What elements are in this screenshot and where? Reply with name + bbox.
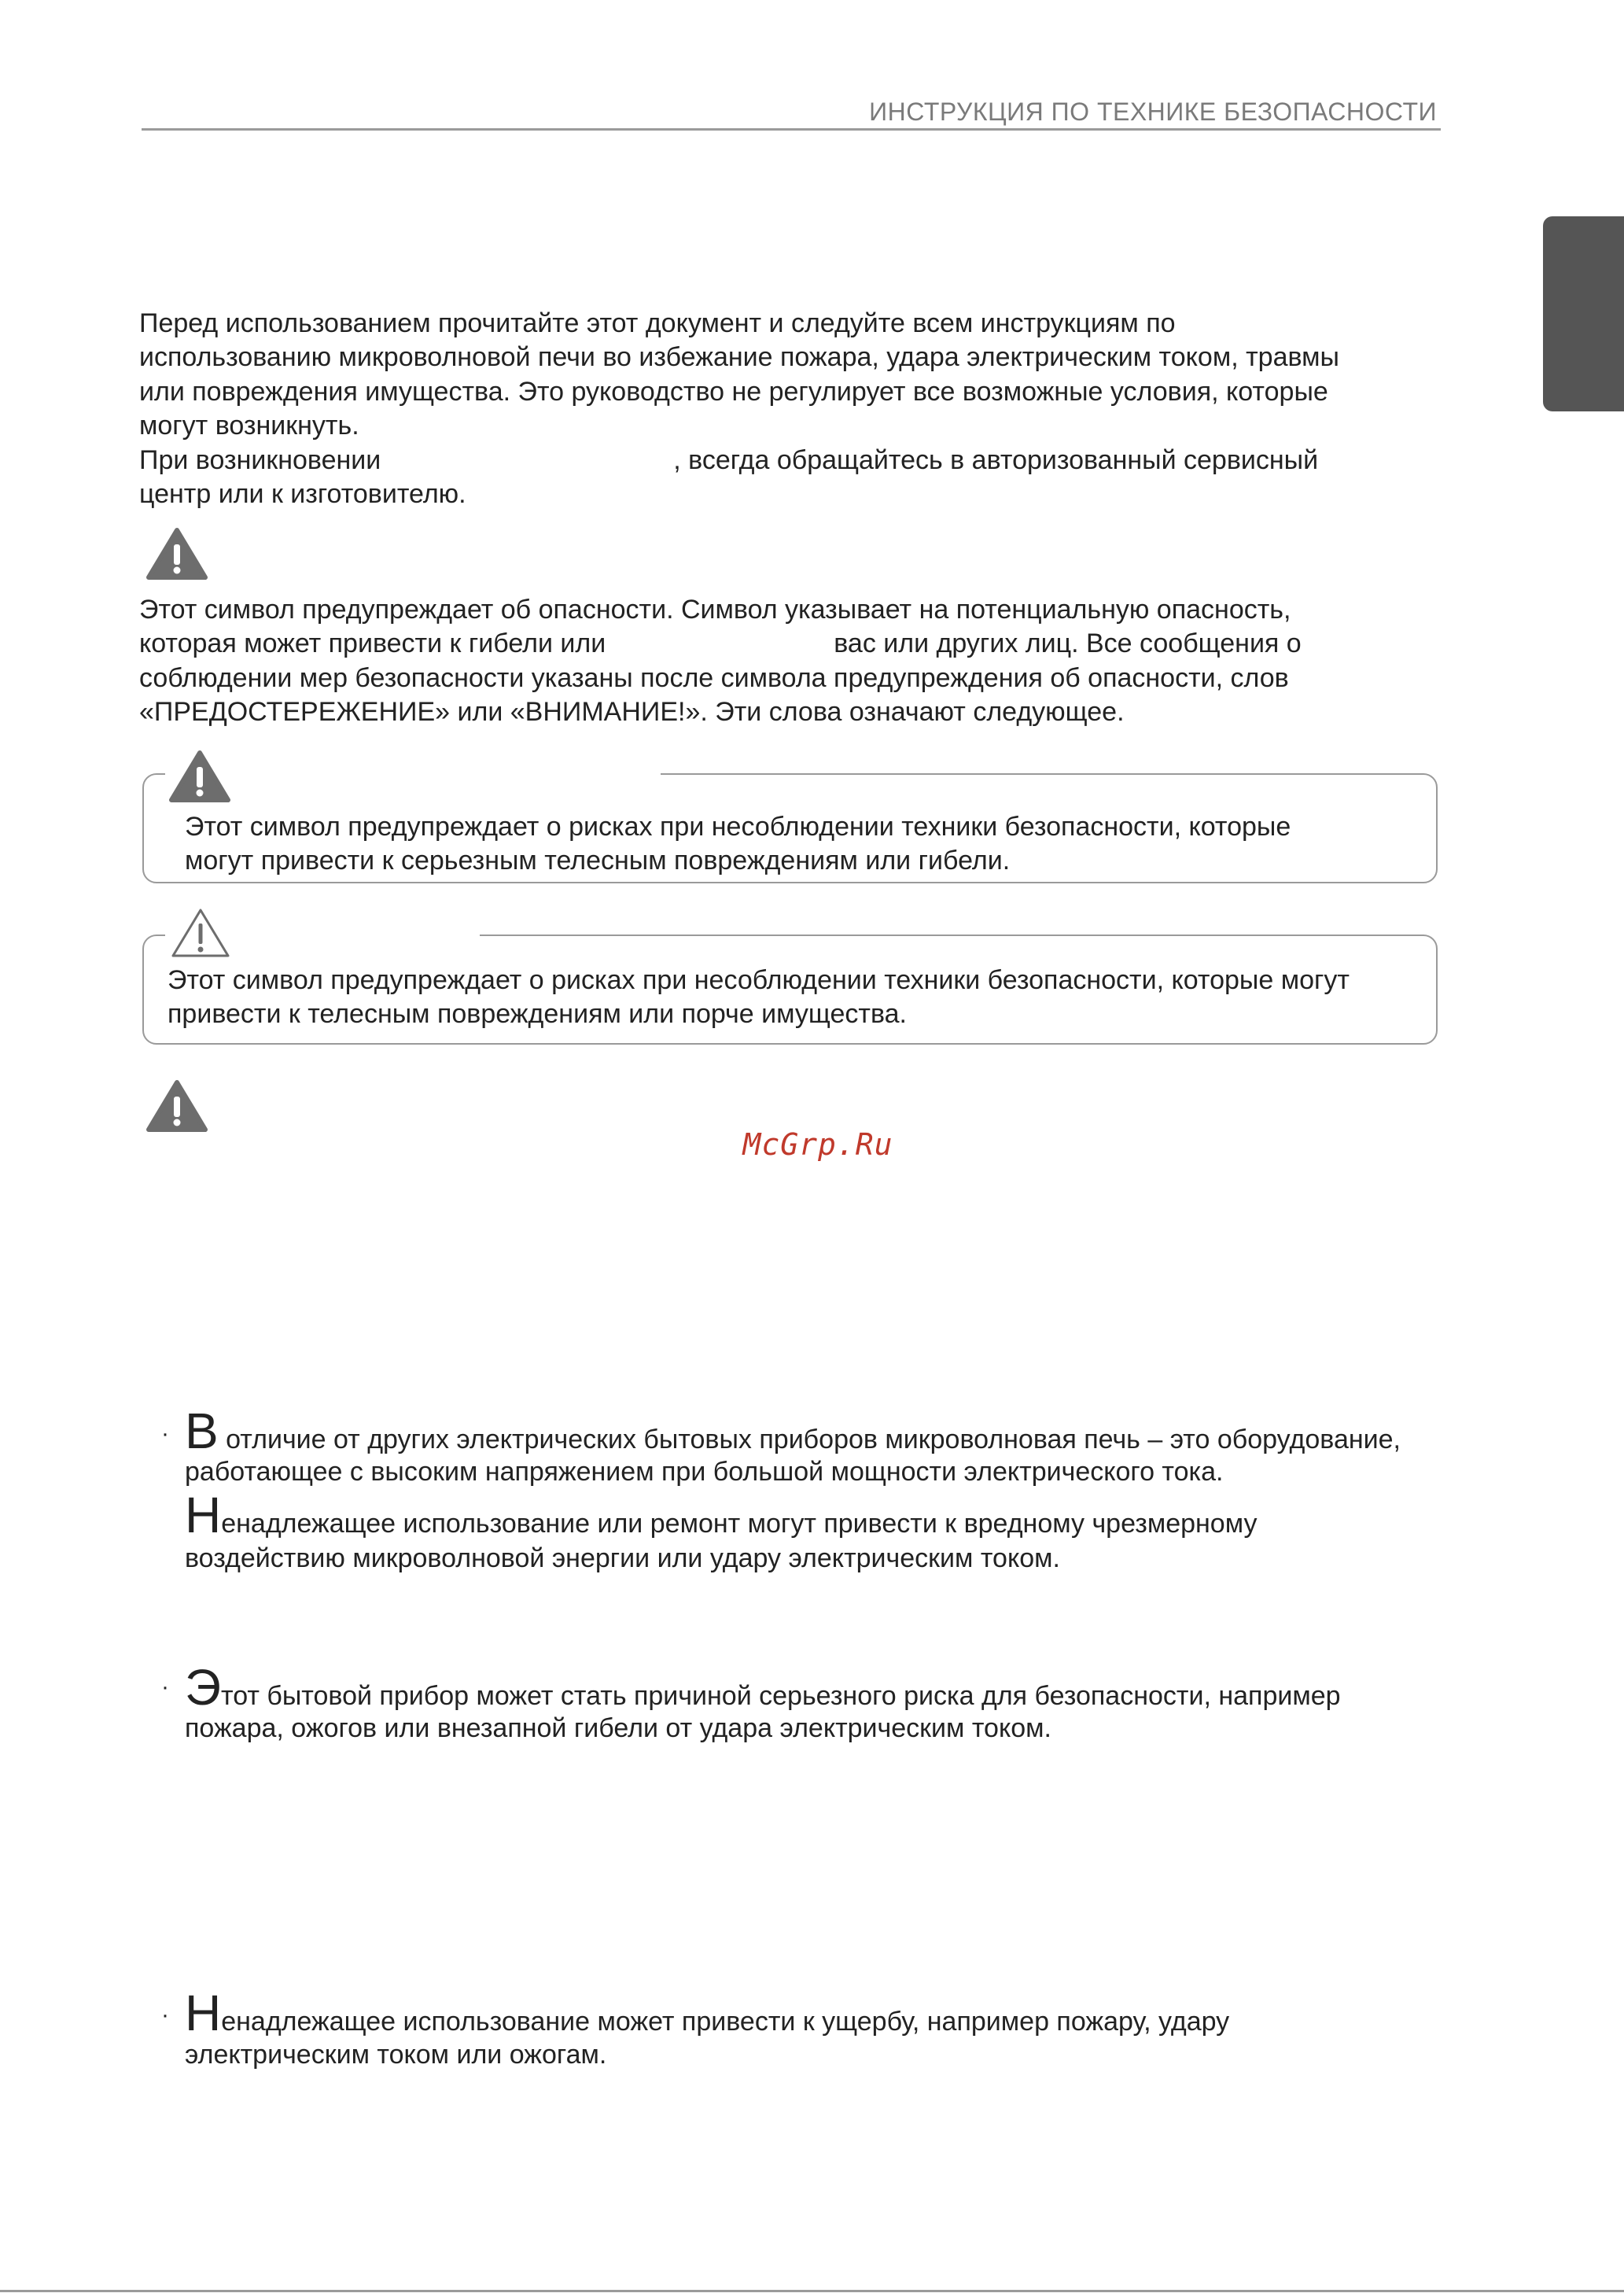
bullet-1-line-1: В отличие от других электрических бытовых приборов микроволновая печь – это оборудование, [185, 1403, 1401, 1459]
intro-contact-after: , всегда обращайтесь в авторизованный сервисный [673, 444, 1319, 475]
symbol-paragraph [139, 593, 1302, 730]
bullet-1-line-4: воздействию микроволновой энергии или удару электрическим током. [185, 1543, 1060, 1573]
bullet-dot: · [161, 2002, 169, 2028]
bullet-dot: · [161, 1421, 169, 1447]
warning-triangle-icon [145, 1079, 208, 1133]
caution-line-2: привести к телесным повреждениям или порче имущества. [168, 999, 907, 1030]
caution-line-1: Этот символ предупреждает о рисках при несоблюдении техники безопасности, которые могут [168, 965, 1350, 995]
bullet-1-dropcap: В [185, 1403, 219, 1459]
intro-contact-before: При возникновении [139, 444, 381, 475]
symbol-line-2 [139, 627, 1302, 661]
intro-line-1: Перед использованием прочитайте этот документ и следуйте всем инструкциям по [139, 308, 1176, 338]
bullet-1-line-3: Ненадлежащее использование или ремонт могут привести к вредному чрезмерному [185, 1487, 1258, 1543]
intro-line-2: использованию микроволновой печи во избежание пожара, удара электрическим током, травмы [139, 342, 1339, 373]
bullet-3-line-2: электрическим током или ожогам. [185, 2040, 607, 2070]
warning-line-1: Этот символ предупреждает о рисках при несоблюдении техники безопасности, которые [185, 812, 1291, 842]
intro-paragraph [139, 307, 1339, 511]
bullet-dot: · [161, 1674, 169, 1700]
symbol-line-4: «ПРЕДОСТЕРЕЖЕНИЕ» или «ВНИМАНИЕ!». Эти слова означают следующее. [139, 697, 1125, 728]
bullet-2-line-2: пожара, ожогов или внезапной гибели от удара электрическим током. [185, 1713, 1051, 1743]
symbol-line-1: Этот символ предупреждает об опасности. Символ указывает на потенциальную опасность, [139, 595, 1291, 625]
header-divider [142, 128, 1441, 131]
symbol-line-2-after: вас или других лиц. Все сообщения о [834, 629, 1302, 659]
intro-line-6: центр или к изготовителю. [139, 479, 466, 510]
warning-line-2: могут привести к серьезным телесным повреждениям или гибели. [185, 846, 1011, 876]
section-side-tab [1543, 216, 1624, 411]
bullet-2-line-1: Этот бытовой прибор может стать причиной серьезного риска для безопасности, например [185, 1659, 1341, 1716]
bullet-1-dropcap-2: Н [185, 1487, 222, 1543]
warning-triangle-filled-icon [168, 750, 231, 803]
bullet-1-line-2: работающее с высоким напряжением при большой мощности электрического тока. [185, 1457, 1224, 1487]
intro-line-4: могут возникнуть. [139, 411, 359, 441]
warning-callout-text [185, 810, 1291, 879]
page-header-title: ИНСТРУКЦИЯ ПО ТЕХНИКЕ БЕЗОПАСНОСТИ [869, 98, 1437, 126]
bullet-2-dropcap: Э [185, 1659, 221, 1716]
watermark-text: McGrp.Ru [742, 1127, 893, 1162]
symbol-line-2-before: которая может привести к гибели или [139, 629, 606, 659]
warning-triangle-icon [145, 527, 208, 581]
intro-line-5 [139, 444, 1339, 477]
caution-callout-text [168, 964, 1350, 1032]
warning-triangle-outline-icon [169, 906, 232, 960]
bullet-3-dropcap: Н [185, 1985, 222, 2041]
bullet-3-line-1: Ненадлежащее использование может привести к ущербу, например пожару, удару [185, 1985, 1230, 2041]
symbol-line-3: соблюдении мер безопасности указаны после символа предупреждения об опасности, слов [139, 662, 1289, 693]
footer-divider [0, 2290, 1624, 2292]
intro-line-3: или повреждения имущества. Это руководство не регулирует все возможные условия, которые [139, 376, 1328, 407]
